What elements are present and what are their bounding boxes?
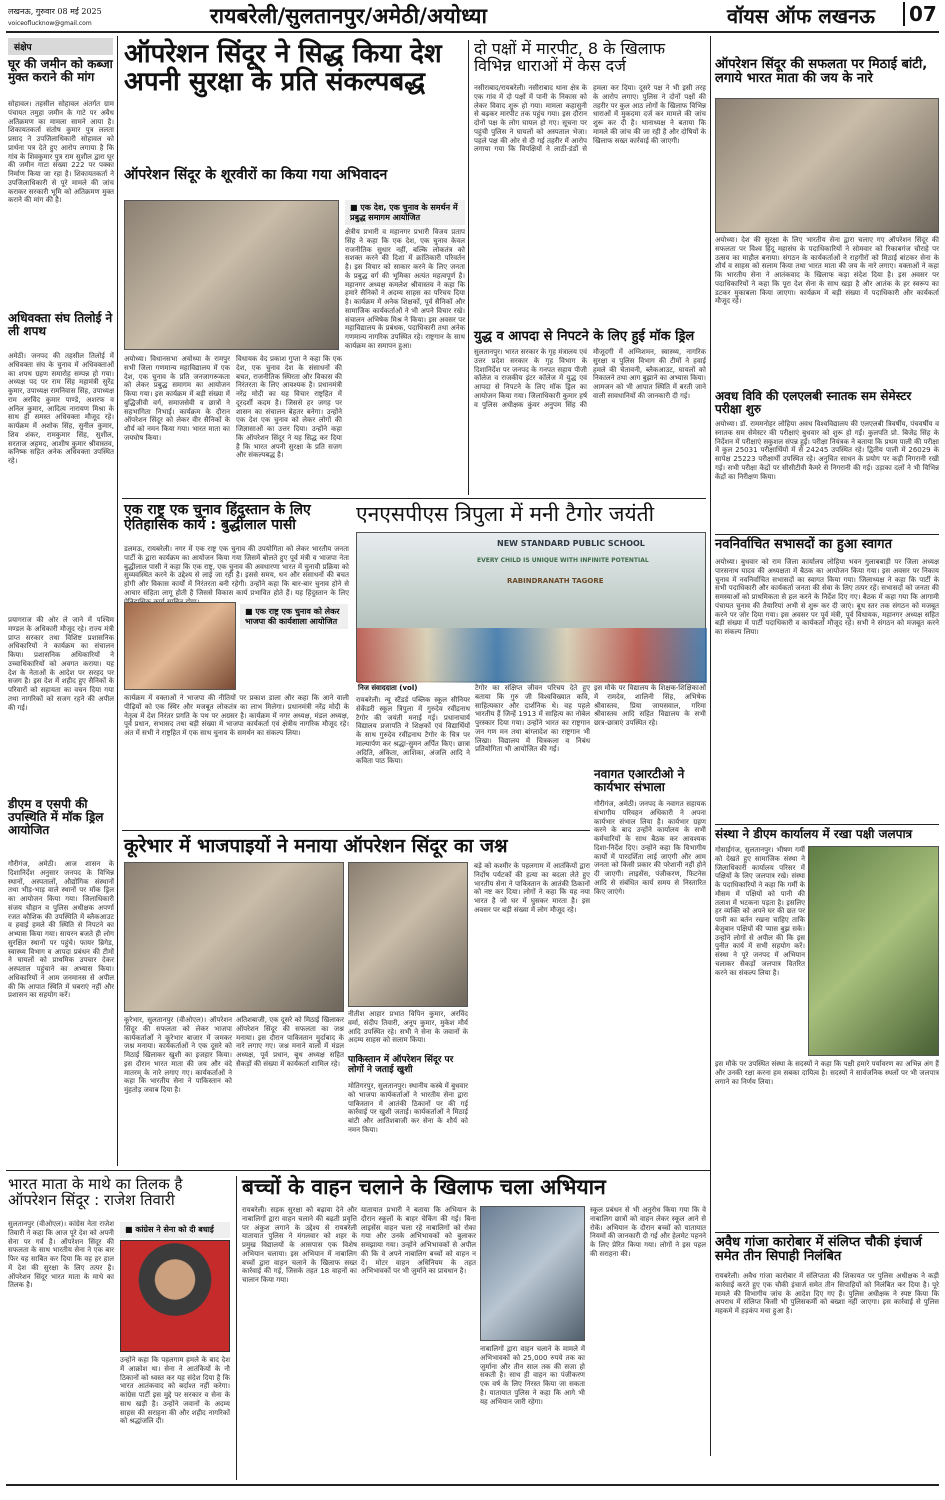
article-body: क्षेत्रीय प्रभारी व महानगर प्रभारी विजय प्रताप सिंह ने कहा कि एक देश, एक चुनाव केवल राजनीतिक सुधार नहीं, बल्कि लोकतंत्र को सशक्त करने की दिशा में क्रांतिकारी परिवर्तन है। इस विचार को साकार करने के लिए जनता के प्रबुद्ध वर्ग की भूमिका अत्यंत महत्वपूर्ण है। महानगर अध्यक्ष कमलेश श्रीवास्तव ने कहा कि हमारे सैनिकों ने अदम्य साहस का परिचय दिया है। कार्यक्रम में अनेक शिक्षकों, पूर्व सैनिकों और सामाजिक कार्यकर्ताओं ने भी अपने विचार रखे। संचालन अभिषेक मिश्र ने किया। इस अवसर पर महाविद्यालय के प्रबंधक, पदाधिकारी तथा अनेक गणमान्य नागरिक उपस्थित रहे। राष्ट्रगान के साथ कार्यक्रम का समापन हुआ। (345, 228, 465, 350)
article-body: स्कूल प्रबंधन से भी अनुरोध किया गया कि वे नाबालिग छात्रों को वाहन लेकर स्कूल आने से रोकें। अभियान के दौरान बच्चों को यातायात नियमों की जानकारी दी गई और हेलमेट पहनने के लिए प्रेरित किया गया। लोगों ने इस पहल की सराहना की। (590, 1206, 706, 1258)
portrait-rajesh-tiwari (120, 1240, 230, 1352)
issue-date: लखनऊ, गुरुवार 08 मई 2025 (8, 7, 102, 16)
subheadline-motigarpur: पाकिस्तान में ऑपरेशन सिंदूर पर लोगों ने जताई खुशी (348, 1055, 454, 1075)
headline-clash-case: दो पक्षों में मारपीट, 8 के खिलाफ विभिन्न धाराओं में केस दर्ज (474, 39, 666, 76)
photo-sweets (715, 98, 939, 233)
article-body: कूरेभार, सुलतानपुर (वीओएल)। ऑपरेशन सिंदूर की सफलता को लेकर भाजपा कार्यकर्ताओं ने कूरेभार बाजार में जमकर जश्न मनाया। कार्यकर्ताओं ने एक दूसरे को मिठाई खिलाकर खुशी का इजहार किया। इस दौरान भारत माता की जय और वंदे मातरम् के नारे लगाए गए। कार्यकर्ताओं ने कहा कि भारतीय सेना ने पाकिस्तान को मुंहतोड़ जवाब दिया है। (124, 1016, 232, 1094)
section-rule (715, 824, 939, 825)
photo-celebration (124, 862, 344, 1012)
headline-child-drivers: बच्चों के वाहन चलाने के खिलाफ चला अभियान (242, 1175, 606, 1199)
article-body: अतिशबाजी, एक दूसरे को मिठाई खिलाकर ऑपरेशन सिंदूर की सफलता का जश्न मनाया। इस दौरान पाकिस्तान मुर्दाबाद के नारे लगाए गए। जश्न मनाने वालों में मंडल अध्यक्ष, पूर्व प्रधान, बूथ अध्यक्ष सहित सैकड़ों की संख्या में कार्यकर्ता शामिल रहे। (236, 1016, 344, 1068)
article-body: उन्होंने कहा कि पहलगाम हमले के बाद देश में आक्रोश था। सेना ने आतंकियों के नौ ठिकानों को ध्वस्त कर यह संदेश दिया है कि भारत आतंकवाद को बर्दाश्त नहीं करेगा। कांग्रेस पार्टी इस मुद्दे पर सरकार व सेना के साथ खड़ी है। उन्होंने जवानों के अदम्य साहस की सराहना की और शहीद नागरिकों को श्रद्धांजलि दी। (120, 1356, 230, 1426)
article-body: प्रयागराज की ओर ले जाने में पश्चिम मण्डल के अधिकारी मौजूद रहे। राज्य मंत्री प्राप्त सरकार तथा विशिष्ट प्रशासनिक अधिकारियों ने कार्यक्रम का संचालन किया। प्रशासनिक अधिकारियों ने उच्चाधिकारियों को अवगत कराया। यह देश के नेताओं के आदेश पर सरहद पर सजग है। इस देश में शहीद हुए सैनिकों के परिवारों को सहायता का वचन दिया गया तथा नागरिकों को सजग रहने की अपील की गई। (8, 616, 114, 712)
article-body: सुलतानपुर। भारत सरकार के गृह मंत्रालय एवं उत्तर प्रदेश सरकार के गृह विभाग के दिशानिर्देश पर जनपद के गनपत सहाय पीजी कॉलेज व राजकीय इंटर कॉलेज में युद्ध एवं आपदा से निपटने के लिए मॉक ड्रिल का आयोजन किया गया। जिलाधिकारी कुमार हर्ष व पुलिस अधीक्षक कुंवर अनुपम सिंह की मौजूदगी में अग्निशमन, स्वास्थ्य, नागरिक सुरक्षा व पुलिस विभाग की टीमों ने हवाई हमले की चेतावनी, ब्लैकआउट, घायलों को निकालने तथा आग बुझाने का अभ्यास किया। आमजन को भी आपात स्थिति में बरती जाने वाली सावधानियों की जानकारी दी गई। (474, 348, 706, 409)
highlight-box: ■ एक राष्ट्र एक चुनाव को लेकर भाजपा की कार्यशाला आयोजित (240, 604, 348, 629)
article-body: रायबरेली। सड़क सुरक्षा को बढ़ावा देने और नाबालिगों द्वारा वाहन चलाने की बढ़ती प्रवृत्ति पर अंकुश लगाने के उद्देश्य से रायबरेली यातायात पुलिस ने मंगलवार को शहर के प्रमुख विद्यालयों के आसपास एक विशेष अभियान चलाया। इस अभियान में नाबालिग बच्चों द्वारा वाहन चलाने के खिलाफ सख्त कार्रवाई की गई, जिसके तहत 18 वाहनों का चालान किया गया। (242, 1206, 357, 1284)
column-divider (710, 36, 711, 1456)
column-divider (117, 36, 118, 1166)
article-body: गोसाईगंज, सुलतानपुर। भीषण गर्मी को देखते हुए सामाजिक संस्था ने जिलाधिकारी कार्यालय परिसर में पक्षियों के लिए जलपात्र रखे। संस्था के पदाधिकारियों ने कहा कि गर्मी के मौसम में पक्षियों को पानी की तलाश में भटकना पड़ता है। इसलिए हर व्यक्ति को अपने घर की छत पर पानी का बर्तन रखना चाहिए ताकि बेजुबान पक्षियों की प्यास बुझ सके। उन्होंने लोगों से अपील की कि इस पुनीत कार्य में सभी सहयोग करें। संस्था ने पूरे जनपद में अभियान चलाकर सैकड़ों जलपात्र वितरित करने का संकल्प लिया है। (715, 846, 805, 977)
footer-rule (6, 1484, 939, 1486)
headline-advocates: अधिवक्ता संघ तिलोई ने ली शपथ (8, 311, 113, 338)
highlight-box: ■ एक देश, एक चुनाव के समर्थन में प्रबुद्ध समागम आयोजित (345, 200, 465, 225)
article-body: डलमऊ, रायबरेली। नगर में एक राष्ट्र एक चुनाव की उपयोगिता को लेकर भारतीय जनता पार्टी के द्वारा कार्यक्रम का आयोजन किया गया जिसमें बोलते हुए पूर्व मंत्री व भाजपा नेता बुद्धीलाल पासी ने कहा कि एक राष्ट्र, एक चुनाव की अवधारणा भारत में चुनावी प्रक्रिया को सुव्यवस्थित करने के उद्देश्य से लाई जा रही है। इससे समय, धन और संसाधनों की बचत होगी और विकास कार्यों में निरंतरता बनी रहेगी। उन्होंने कहा कि बार-बार चुनाव होने से आचार संहिता लागू होती है जिससे विकास कार्य प्रभावित होते हैं। यह हिंदुस्तान के लिए (124, 545, 349, 597)
article-body: इस मौके पर विद्यालय के शिक्षक-शिक्षिकाओं में रामदेव, शालिनी सिंह, अभिषेक श्रीवास्तव, प्रिया जायसवाल, गरिमा श्रीवास्तव आदि सहित विद्यालय के सभी छात्र-छात्राएं उपस्थित रहे। (594, 684, 706, 727)
lead-headline: ऑपरेशन सिंदूर ने सिद्ध किया देश अपनी सुरक्षा के प्रति संकल्पबद्ध (124, 39, 442, 98)
section-rule (715, 1232, 939, 1233)
banner-motto: EVERY CHILD IS UNIQUE WITH INFINITE POTENTIAL (477, 557, 649, 564)
article-body: गौरीगंज, अमेठी। आज शासन के दिशानिर्देश अनुसार जनपद के विभिन्न स्थानों, अस्पतालों, औद्योगिक संस्थानों तथा भीड़-भाड़ वाले स्थानों पर मॉक ड्रिल का आयोजन किया गया। जिलाधिकारी संजय चौहान व पुलिस अधीक्षक अपर्णा रजत कौशिक की उपस्थिति में ब्लैकआउट व हवाई हमले की स्थिति से निपटने का अभ्यास किया गया। सायरन बजते ही लोग सुरक्षित स्थानों पर पहुंचे। फायर ब्रिगेड, स्वास्थ्य विभाग व आपदा प्रबंधन की टीमों ने घायलों को प्राथमिक उपचार देकर अस्पताल पहुंचाने का अभ्यास किया। अधिकारियों ने आम जनमानस से अपील की कि आपात स्थिति में घबराएं नहीं और प्रशासन का सहयोग करें। (8, 860, 114, 1000)
section-rule (122, 498, 706, 499)
highlight-box: ■ कांग्रेस ने सेना को दी बधाई (120, 1222, 230, 1238)
article-body: अयोध्या। विधानसभा अयोध्या के रामपुर सभी जिला गणमान्य महाविद्यालय में एक देश, एक चुनाव के प्रति जनजागरूकता को लेकर प्रबुद्ध समागम का आयोजन किया गया। इस कार्यक्रम में बड़ी संख्या में बुद्धिजीवी वर्ग, समाजसेवी व छात्रों ने सहभागिता निभाई। कार्यक्रम के दौरान ऑपरेशन सिंदूर को लेकर वीर सैनिकों के शौर्य को नमन किया गया। भारत माता का जयघोष किया। (124, 355, 230, 442)
headline-awadh-exam: अवध विवि की एलएलबी स्नातक सम सेमेस्टर परीक्षा शुरु (715, 389, 912, 416)
photo-tagore-event (356, 532, 706, 682)
column-divider (468, 40, 469, 495)
article-body: गौरीगंज, अमेठी। जनपद के नवागत सहायक संभागीय परिवहन अधिकारी ने अपना कार्यभार संभाल लिया है। कार्यभार ग्रहण करने के बाद उन्होंने कार्यालय के सभी कर्मचारियों के साथ बैठक कर आवश्यक दिशा-निर्देश दिए। उन्होंने कहा कि विभागीय कार्यों में पारदर्शिता लाई जाएगी और आम जनता को किसी प्रकार की परेशानी नहीं होने दी जाएगी। लाइसेंस, पंजीकरण, फिटनेस आदि से संबंधित कार्य समय से निस्तारित किए जाएंगे। (594, 800, 706, 896)
headline-tagore: एनएसपीएस त्रिपुला में मनी टैगोर जयंती (356, 502, 655, 526)
headline-tilak: भारत माता के माथे का तिलक है ऑपरेशन सिंदूर : राजेश तिवारी (8, 1175, 183, 1210)
headline-sweets-distributed: ऑपरेशन सिंदूर की सफलता पर मिठाई बांटी, लगाये भारत माता की जय के नारे (715, 57, 928, 87)
headline-mock-drill-amethi: डीएम व एसपी की उपस्थिति में मॉक ड्रिल आयोजित (8, 797, 104, 837)
students-row (357, 628, 707, 683)
headline-one-nation: एक राष्ट्र एक चुनाव हिंदुस्तान के लिए ऐतिहासिक कार्य : बुद्धीलाल पासी (124, 502, 311, 534)
banner-tagore-name: RABINDRANATH TAGORE (507, 577, 604, 585)
article-body: कार्यक्रम में वक्ताओं ने भाजपा की नीतियों पर प्रकाश डाला और कहा कि आने वाली पीढ़ियों को एक स्थिर और मजबूत लोकतंत्र का लाभ मिलेगा। प्रधानमंत्री नरेंद्र मोदी के नेतृत्व में देश निरंतर प्रगति के पथ पर अग्रसर है। कार्यक्रम में नगर अध्यक्ष, मंडल अध्यक्ष, पूर्व प्रधान, सभासद तथा बड़ी संख्या में भाजपा कार्यकर्ता एवं क्षेत्रीय नागरिक मौजूद रहे। अंत में सभी ने राष्ट्रहित में एक साथ चुनाव के समर्थन का संकल्प लिया। (124, 694, 349, 737)
column-divider (236, 1176, 237, 1480)
photo-traffic-check (480, 1206, 585, 1341)
article-body: नसीराबाद/रायबरेली। नसीराबाद थाना क्षेत्र के एक गांव में दो पक्षों में पानी के निकास को लेकर विवाद शुरू हो गया। मामला कहासुनी से बढ़कर मारपीट तक पहुंच गया। इस दौरान दोनों पक्ष के लोग घायल हो गए। सूचना पर पहुंची पुलिस ने घायलों को अस्पताल भेजा। पहले पक्ष की ओर से दी गई तहरीर में आरोप लगाया गया कि विपक्षियों ने लाठी-डंडों से हमला कर दिया। दूसरे पक्ष ने भी इसी तरह के आरोप लगाए। पुलिस ने दोनों पक्षों की तहरीर पर कुल आठ लोगों के खिलाफ विभिन्न धाराओं में मुकदमा दर्ज कर मामले की जांच शुरू कर दी है। थानाध्यक्ष ने बताया कि मामले की जांच की जा रही है और दोषियों के खिलाफ सख्त कार्रवाई की जाएगी। (474, 84, 706, 154)
section-rule (122, 830, 590, 831)
article-body: रायबरेली। न्यू स्टैंडर्ड पब्लिक स्कूल सीनियर सेकेंडरी स्कूल त्रिपुला में गुरुदेव रवींद्रनाथ टैगोर की जयंती मनाई गई। प्रधानाचार्य विद्यालय प्रजापति ने शिक्षकों एवं विद्यार्थियों के साथ गुरुदेव रवींद्रनाथ टैगोर के चित्र पर माल्यार्पण कर श्रद्धा-सुमन अर्पित किए। छात्रा अदिति, अंकिता, आशिका, अंजलि आदि ने कविता पाठ किया। (356, 696, 470, 766)
section-rule (715, 534, 939, 535)
article-body: विधायक वेद प्रकाश गुप्ता ने कहा कि एक देश, एक चुनाव देश के संसाधनों की बचत, राजनीतिक स्थिरता और विकास की निरंतरता के लिए आवश्यक है। प्रधानमंत्री नरेंद्र मोदी का यह विचार राष्ट्रहित में दूरदर्शी कदम है। जिससे हर जगह पर शासन का संचालन बेहतर बनेगा। उन्होंने एक देश एक चुनाव को लेकर लोगों की जिज्ञासाओं का उत्तर दिया। उन्होंने कहा कि ऑपरेशन सिंदूर ने यह सिद्ध कर दिया है कि भारत अपनी सुरक्षा के प्रति सजग और संकल्पबद्ध है। (236, 355, 342, 460)
article-body: टैगोर का संक्षिप्त जीवन परिचय देते हुए बताया कि गुरु जी विश्वविख्यात कवि, साहित्यकार और दार्शनिक थे। वह पहले भारतीय हैं जिन्हें 1913 में साहित्य का नोबेल पुरस्कार दिया गया। उन्होंने भारत का राष्ट्रगान जन गण मन तथा बांग्लादेश का राष्ट्रगान भी लिखा। विद्यालय में चित्रकला व निबंध प्रतियोगिता भी आयोजित की गई। (475, 684, 590, 754)
page-number: 07 (903, 2, 937, 26)
article-body: इस मौके पर उपस्थित संस्था के सदस्यों ने कहा कि पक्षी हमारे पर्यावरण का अभिन्न अंग हैं और उनकी रक्षा करना हम सबका दायित्व है। सदस्यों ने सार्वजनिक स्थलों पर भी जलपात्र लगाने का निर्णय लिया। (715, 1060, 939, 1086)
article-body: अयोध्या। बुधवार को राम जिला कार्यालय लोहिया भवन गुलाबबाड़ी पर जिला अध्यक्ष पारसनाथ यादव की अध्यक्षता में बैठक का आयोजन किया गया। इस अवसर पर निकाय चुनाव में नवनिर्वाचित सभासदों का स्वागत किया गया। जिलाध्यक्ष ने कहा कि पार्टी के सभी पदाधिकारी और कार्यकर्ता जनता की सेवा के लिए तत्पर रहें। सभासदों को जनता की समस्याओं को प्राथमिकता से हल करने के निर्देश दिए गए। बैठक में कहा गया कि आगामी पंचायत चुनाव की तैयारियां अभी से शुरू कर दी जाएं। बूथ स्तर तक संगठन को मजबूत करने पर जोर दिया गया। इस अवसर पर पूर्व मंत्री, पूर्व विधायक, महानगर अध्यक्ष सहित बड़ी संख्या में पार्टी पदाधिकारी व कार्यकर्ता मौजूद रहे। सभी ने संगठन को मजबूत करने का संकल्प लिया। (715, 558, 939, 636)
article-body: रायबरेली। अवैध गांजा कारोबार में संलिप्तता की शिकायत पर पुलिस अधीक्षक ने कड़ी कार्रवाई करते हुए एक चौकी इंचार्ज समेत तीन सिपाहियों को निलंबित कर दिया है। पूरे मामले की विभागीय जांच के आदेश दिए गए हैं। पुलिस अधीक्षक ने स्पष्ट किया कि अपराध में संलिप्त किसी भी पुलिसकर्मी को बख्शा नहीं जाएगा। इस कार्रवाई से पुलिस महकमे में हड़कंप मचा हुआ है। (715, 1272, 939, 1315)
article-body: अमेठी। जनपद की तहसील तिलोई में अधिवक्ता संघ के चुनाव में अधिवक्ताओं का शपथ ग्रहण समारोह सम्पन्न हो गया। अध्यक्ष पद पर राम सिंह महामंत्री सुरेंद्र कुमार, उपाध्यक्ष रामनिवास सिंह, उपाध्यक्ष राम अरविंद कुमार पाण्डे, अशरफ व अनिल कुमार, आदित्य नारायण मिश्रा के साथ ही समस्त अधिवक्ता मौजूद रहे। कार्यक्रम में अशोक सिंह, सुनील कुमार, शिव शंकर, रामकुमार सिंह, सुशील, सरताज अहमद, आशीष कुमार श्रीवास्तव, कनिष्क सहित अनेक अधिवक्ता उपस्थित रहे। (8, 352, 114, 465)
article-body: सोहावल। तहसील सोहावल अंतर्गत ग्राम पंचायत तमुहा जमीन के गाटे पर अवैध अतिक्रमण का मामला सामने आया है। शिकायतकर्ता संतोष कुमार पुत्र ललता प्रसाद ने उपजिलाधिकारी सोहावल को प्रार्थना पत्र देते हुए आरोप लगाया है कि गांव के शिवकुमार पुत्र राम सुशील द्वारा घूर की जमीन गाटा संख्या 222 पर पक्का निर्माण किया जा रहा है। शिकायतकर्ता ने उपजिलाधिकारी से पूरे मामले की जांच कराकर सरकारी भूमि को अतिक्रमण मुक्त कराने की मांग की है। (8, 100, 114, 205)
headline-councillors: नवनिर्वाचित सभासदों का हुआ स्वागत (715, 537, 893, 552)
photo-seminar-stage (124, 200, 339, 350)
headline-new-arto: नवागत एआरटीओ ने कार्यभार संभाला (594, 767, 685, 794)
article-body: यातायात प्रभारी ने बताया कि अभियान के दौरान स्कूलों के बाहर चेकिंग की गई। बिना लाइसेंस वाहन चला रहे नाबालिगों को रोका गया और उनके अभिभावकों को बुलाकर समझाया गया। उन्होंने अभिभावकों से अपील की कि वे अपने नाबालिग बच्चों को वाहन न दें। मोटर वाहन अधिनियम के तहत अभिभावकों पर भी जुर्माने का प्रावधान है। (361, 1206, 476, 1276)
section-kicker: संक्षेप (8, 38, 113, 55)
article-body: बड़े को कश्मीर के पहलगाम में आतंकियों द्वारा निर्दोष पर्यटकों की हत्या का बदला लेते हुए भारतीय सेना ने पाकिस्तान के आतंकी ठिकानों को नष्ट कर दिया। लोगों ने कहा कि यह नया भारत है जो घर में घुसकर मारता है। इस अवसर पर बड़ी संख्या में लोग मौजूद रहे। (474, 862, 590, 914)
article-body: अयोध्या। डॉ. राममनोहर लोहिया अवध विश्वविद्यालय की एलएलबी त्रिवर्षीय, पंचवर्षीय व स्नातक सम सेमेस्टर की परीक्षाएं बुधवार को शुरू हो गईं। कुलपति प्रो. बिजेंद्र सिंह के निर्देशन में परीक्षाएं सकुशल संपन्न हुईं। परीक्षा नियंत्रक ने बताया कि प्रथम पाली की परीक्षा में कुल 25031 परीक्षार्थियों में से 24245 उपस्थित रहे। द्वितीय पाली में 26029 के सापेक्ष 25223 परीक्षार्थी उपस्थित रहे। अनुचित साधन के प्रयोग पर कड़ी निगरानी रखी गई। सभी परीक्षा केंद्रों पर सीसीटीवी कैमरे से निगरानी की गई। उड़ाका दलों ने भी विभिन्न केंद्रों का निरीक्षण किया। (715, 420, 939, 481)
contact-email: voiceoflucknow@gmail.com (8, 20, 92, 27)
headline-police-suspended: अवैध गांजा कारोबार में संलिप्त चौकी इंचार्ज समेत तीन सिपाही निलंबित (715, 1235, 922, 1265)
article-body: सुलतानपुर (वीओएल)। कांग्रेस नेता राजेश तिवारी ने कहा कि आज पूरे देश को अपनी सेना पर गर्व है। ऑपरेशन सिंदूर की सफलता के साथ भारतीय सेना ने एक बार फिर यह साबित कर दिया कि वह हर हाल में देश की सुरक्षा के लिए तत्पर है। ऑपरेशन सिंदूर भारत माता के माथे का तिलक है। (8, 1220, 114, 1290)
photo-water-pot (808, 846, 939, 1056)
article-body: अयोध्या। देश की सुरक्षा के लिए भारतीय सेना द्वारा चलाए गए ऑपरेशन सिंदूर की सफलता पर विश्व हिंदू महासंघ के पदाधिकारियों ने सोमवार को रिकाबगंज चौराहे पर उत्सव का माहौल बनाया। संगठन के कार्यकर्ताओं ने राहगीरों को मिठाई बांटकर सेना के शौर्य व साहस को सलाम किया तथा भारत माता की जय के नारे लगाए। वक्ताओं ने कहा कि भारतीय सेना ने आतंकवाद के खिलाफ कड़ा संदेश दिया है। इस अवसर पर पदाधिकारियों ने कहा कि पूरा देश सेना के साथ खड़ा है और आतंक के हर स्वरूप का डटकर मुकाबला किया जाएगा। कार्यक्रम में बड़ी संख्या में पदाधिकारी और कार्यकर्ता मौजूद रहे। (715, 236, 939, 306)
headline-bird-water: संस्था ने डीएम कार्यालय में रखा पक्षी जलपात्र (715, 827, 913, 841)
banner-school-name: NEW STANDARD PUBLIC SCHOOL (497, 539, 645, 548)
photo-bjp-meeting (124, 602, 236, 690)
headline-kurebhar: कूरेभार में भाजपाइयों ने मनाया ऑपरेशन सिंदूर का जश्न (124, 835, 508, 857)
photo-credit: निज संवाददाता (vol) (358, 684, 478, 693)
article-body: नीतीश आहार प्रभात विपिन कुमार, अरविंद वर्मा, संदीप तिवारी, अनूप कुमार, मुकेश मौर्य आदि उपस्थित रहे। सभी ने सेना के जवानों के अदम्य साहस को सलाम किया। (348, 1010, 468, 1045)
photo-procession (348, 862, 468, 1007)
article-body: नाबालिगों द्वारा वाहन चलाने के मामले में अभिभावकों को 25,000 रुपये तक का जुर्माना और तीन साल तक की सजा हो सकती है। साथ ही वाहन का पंजीकरण एक वर्ष के लिए निरस्त किया जा सकता है। यातायात पुलिस ने कहा कि आगे भी यह अभियान जारी रहेगा। (480, 1345, 585, 1406)
article-body: मोतिगरपुर, सुलतानपुर। स्थानीय कस्बे में बुधवार को भाजपा कार्यकर्ताओं ने भारतीय सेना द्वारा पाकिस्तान में आतंकी ठिकानों पर की गई कार्रवाई पर खुशी जताई। कार्यकर्ताओं ने मिठाई बांटी और आतिशबाजी कर सेना के शौर्य को नमन किया। (348, 1082, 468, 1134)
headline-mock-drill-sultanpur: युद्ध व आपदा से निपटने के लिए हुई मॉक ड्रिल (474, 329, 695, 344)
section-rule (6, 1170, 710, 1171)
headline-encroachment: घूर की जमीन को कब्जा मुक्त कराने की मांग (8, 57, 113, 84)
lead-subheadline: ऑपरेशन सिंदूर के शूरवीरों का किया गया अभिवादन (124, 167, 388, 183)
masthead-rule (6, 31, 939, 33)
region-header: रायबरेली/सुलतानपुर/अमेठी/अयोध्या (210, 4, 488, 28)
paper-name: वॉयस ऑफ लखनऊ (727, 4, 875, 28)
